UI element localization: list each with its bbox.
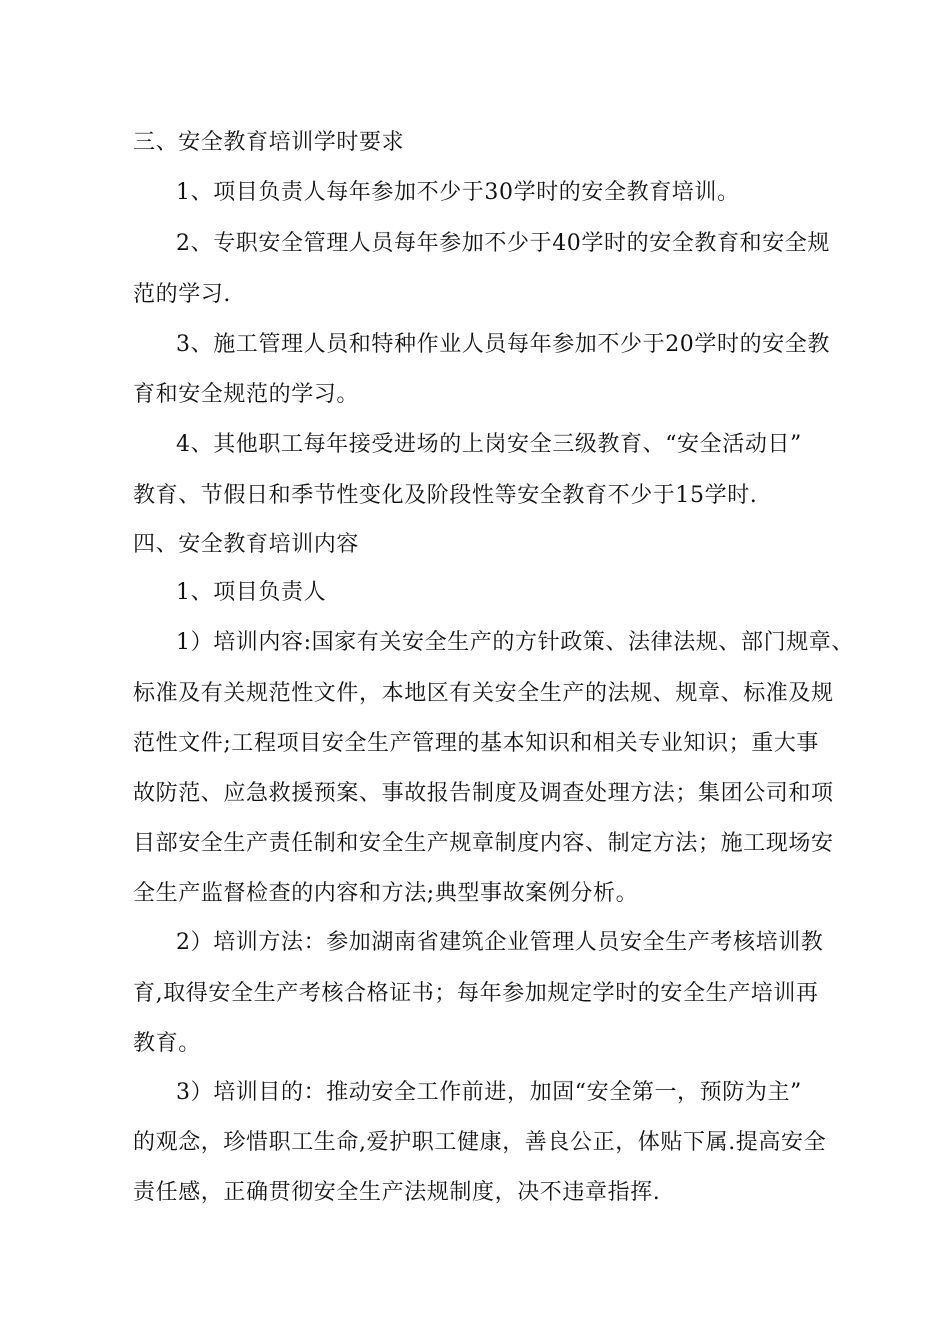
section-3-item-3-line-2: 育和安全规范的学习。 xyxy=(133,382,360,407)
section-3-item-4-line-1: 4、其他职工每年接受进场的上岗安全三级教育、“安全活动日” xyxy=(176,432,802,457)
section-4-p1-line-3: 范性文件;工程项目安全生产管理的基本知识和相关专业知识；重大事 xyxy=(133,731,820,756)
section-4-p2-line-1: 2）培训方法：参加湖南省建筑企业管理人员安全生产考核培训教 xyxy=(176,930,824,955)
section-4-p1-line-6: 全生产监督检查的内容和方法;典型事故案例分析。 xyxy=(133,881,639,906)
section-3-item-2-line-1: 2、专职安全管理人员每年参加不少于40学时的安全教育和安全规 xyxy=(176,231,830,256)
section-3-item-3-line-1: 3、施工管理人员和特种作业人员每年参加不少于20学时的安全教 xyxy=(176,332,830,357)
section-4-p3-line-2: 的观念，珍惜职工生命,爱护职工健康，善良公正，体贴下属.提高安全 xyxy=(133,1130,827,1155)
section-4-p2-line-3: 教育。 xyxy=(133,1031,201,1056)
section-4-p3-line-3: 责任感，正确贯彻安全生产法规制度，决不违章指挥. xyxy=(133,1180,661,1205)
section-4-subheading-1: 1、项目负责人 xyxy=(176,580,327,605)
section-3-item-2-line-2: 范的学习. xyxy=(133,282,231,307)
section-4-heading: 四、安全教育培训内容 xyxy=(133,532,360,557)
section-4-p2-line-2: 育,取得安全生产考核合格证书；每年参加规定学时的安全生产培训再 xyxy=(133,981,819,1006)
section-4-p3-line-1: 3）培训目的：推动安全工作前进，加固“安全第一，预防为主” xyxy=(176,1080,802,1105)
section-4-p1-line-2: 标准及有关规范性文件，本地区有关安全生产的法规、规章、标准及规 xyxy=(133,681,834,706)
section-3-item-4-line-2: 教育、节假日和季节性变化及阶段性等安全教育不少于15学时. xyxy=(133,483,758,508)
section-4-p1-line-1: 1）培训内容:国家有关安全生产的方针政策、法律法规、部门规章、 xyxy=(176,630,855,655)
section-3-heading: 三、安全教育培训学时要求 xyxy=(133,130,405,155)
section-4-p1-line-5: 目部安全生产责任制和安全生产规章制度内容、制定方法；施工现场安 xyxy=(133,831,834,856)
section-3-item-1: 1、项目负责人每年参加不少于30学时的安全教育培训。 xyxy=(176,180,740,205)
section-4-p1-line-4: 故防范、应急救援预案、事故报告制度及调查处理方法；集团公司和项 xyxy=(133,781,834,806)
